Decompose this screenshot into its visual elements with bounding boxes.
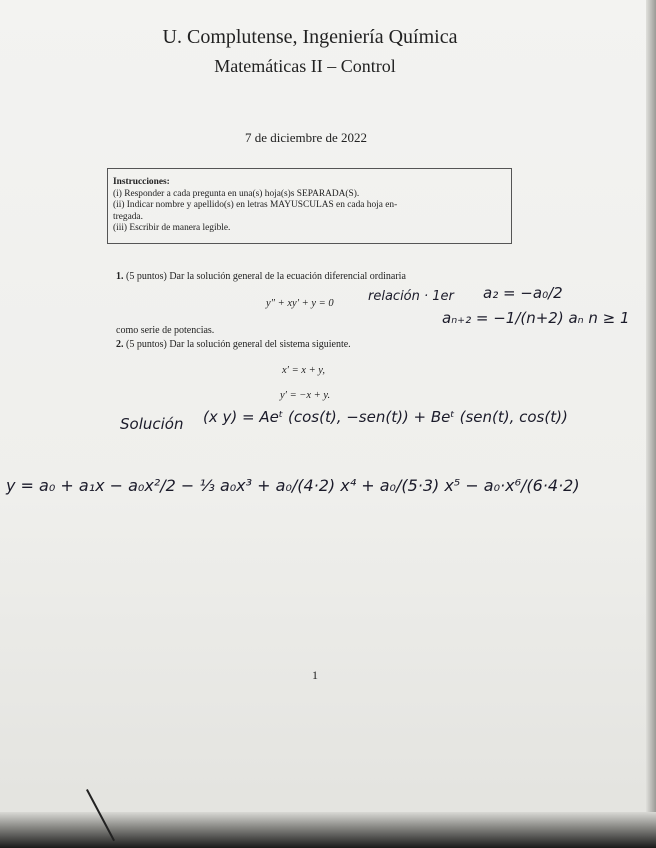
question-1: [116, 271, 406, 282]
question-2-number: 2.: [116, 339, 124, 350]
instruction-item-3: (iii) Escribir de manera legible.: [113, 223, 231, 233]
paper-right-shadow: [646, 0, 656, 848]
instruction-item-2-cont: tregada.: [113, 211, 143, 222]
paper-bottom-shadow: [0, 812, 656, 848]
handwritten-recurrence: aₙ₊₂ = −1/(n+2) aₙ n ≥ 1: [442, 309, 630, 327]
handwritten-relation-note: relación · 1er: [368, 289, 454, 304]
instructions-box: [107, 168, 512, 244]
question-2: [116, 339, 351, 350]
handwritten-system-solution: (x y) = Aeᵗ (cos(t), −sen(t)) + Beᵗ (sen(t), cos(t)): [203, 408, 568, 426]
question-1-tail: como serie de potencias.: [116, 325, 215, 336]
exam-date: 7 de diciembre de 2022: [244, 130, 367, 145]
question-1-number: 1.: [116, 271, 124, 282]
system-equation-2: y′ = −x + y.: [280, 390, 331, 401]
handwritten-series-solution: y = a₀ + a₁x − a₀x²/2 − ⅓ a₀x³ + a₀/(4·2) x⁴ + a₀/(5·3) x⁵ − a₀·x⁶/(6·4·2): [6, 476, 580, 495]
instruction-item-2: (ii) Indicar nombre y apellido(s) en letras MAYUSCULAS en cada hoja en-: [113, 200, 398, 210]
page-number: 1: [312, 668, 318, 682]
question-2-text: (5 puntos) Dar la solución general del sistema siguiente.: [126, 339, 351, 350]
university-title: U. Complutense, Ingeniería Química: [162, 26, 458, 48]
handwritten-a2-formula: a₂ = −a₀/2: [483, 284, 563, 302]
course-title: Matemáticas II – Control: [214, 56, 396, 76]
question-1-equation: y″ + xy′ + y = 0: [266, 298, 334, 309]
instructions-title: Instrucciones:: [113, 177, 170, 187]
instruction-item-1: (i) Responder a cada pregunta en una(s) hoja(s)s SEPARADA(S).: [113, 188, 360, 199]
handwritten-solution-label: Solución: [120, 415, 184, 433]
system-equation-1: x′ = x + y,: [282, 365, 325, 376]
question-1-text: (5 puntos) Dar la solución general de la ecuación diferencial ordinaria: [126, 271, 406, 282]
